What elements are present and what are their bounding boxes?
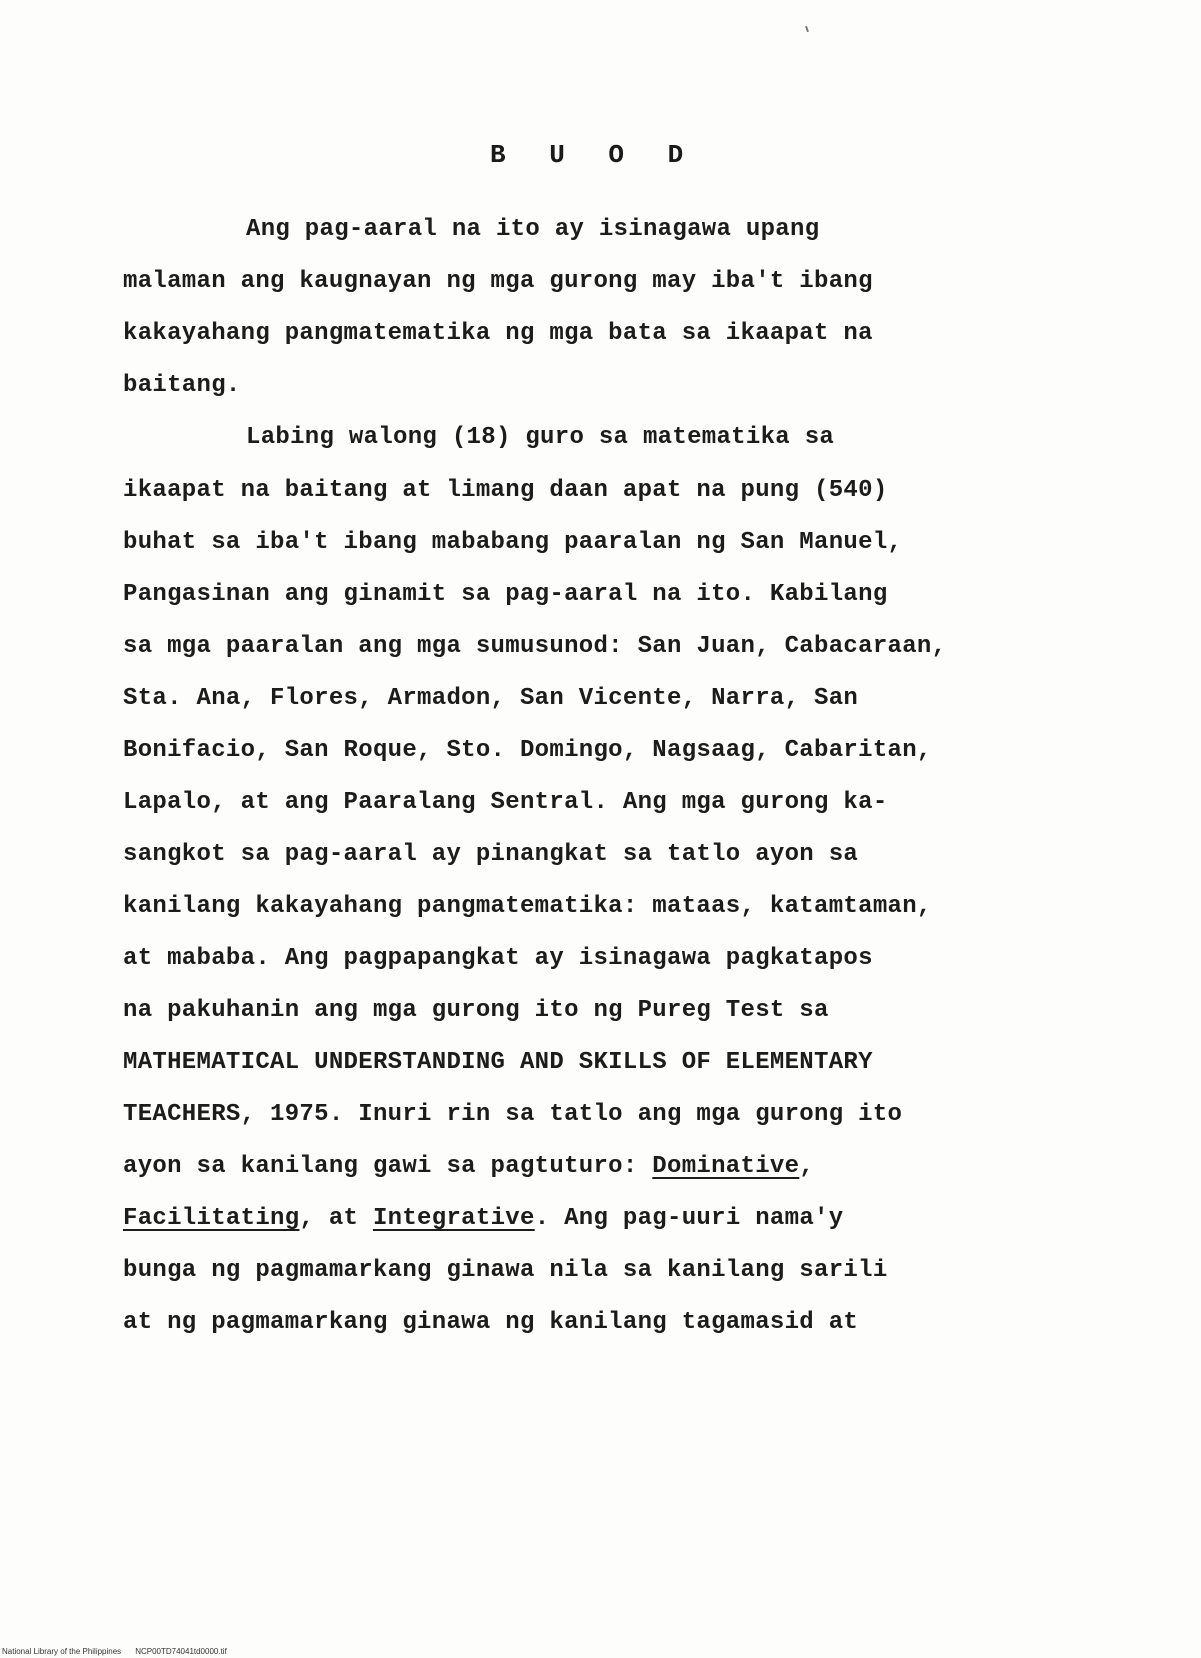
text-line-7: buhat sa iba't ibang mababang paaralan ng San Manuel, <box>123 529 903 556</box>
line-19-text: ayon sa kanilang gawi sa pagtuturo: <box>123 1153 653 1180</box>
text-line-16: na pakuhanin ang mga gurong ito ng Pureg Test sa <box>123 997 829 1024</box>
term-integrative: Integrative <box>372 1205 535 1232</box>
text-line-4: baitang. <box>123 372 241 399</box>
term-dominative: Dominative <box>652 1153 800 1180</box>
text-line-2: malaman ang kaugnayan ng mga gurong may iba't ibang <box>123 268 873 295</box>
text-line-6: ikaapat na baitang at limang daan apat na pung (540) <box>123 477 888 504</box>
line-19-punct: , <box>799 1153 815 1180</box>
text-line-18: TEACHERS, 1975. Inuri rin sa tatlo ang mga gurong ito <box>123 1101 903 1128</box>
text-line-9: sa mga paaralan ang mga sumusunod: San Juan, Cabacaraan, <box>123 633 947 660</box>
line-20-mid: , at <box>299 1205 373 1232</box>
text-line-11: Bonifacio, San Roque, Sto. Domingo, Nagsaag, Cabaritan, <box>123 737 932 764</box>
text-line-20 <box>123 1205 843 1232</box>
text-line-21: bunga ng pagmamarkang ginawa nila sa kanilang sarili <box>123 1257 888 1284</box>
text-line-5: Labing walong (18) guro sa matematika sa <box>246 424 835 451</box>
scan-footer <box>2 1647 302 1656</box>
text-line-3: kakayahang pangmatematika ng mga bata sa ikaapat na <box>123 320 873 347</box>
text-line-22: at ng pagmamarkang ginawa ng kanilang tagamasid at <box>123 1309 859 1336</box>
page-title: B U O D <box>490 140 698 170</box>
text-line-1: Ang pag-aaral na ito ay isinagawa upang <box>246 216 820 243</box>
text-line-13: sangkot sa pag-aaral ay pinangkat sa tatlo ayon sa <box>123 841 859 868</box>
text-line-15: at mababa. Ang pagpapangkat ay isinagawa pagkatapos <box>123 945 873 972</box>
scan-speck <box>805 26 809 32</box>
line-20-text: . Ang pag-uuri nama'y <box>534 1205 844 1232</box>
text-line-17: MATHEMATICAL UNDERSTANDING AND SKILLS OF ELEMENTARY <box>123 1049 873 1076</box>
text-line-14: kanilang kakayahang pangmatematika: mataas, katamtaman, <box>123 893 932 920</box>
footer-file-id: NCP00TD74041td0000.tif <box>135 1647 227 1656</box>
footer-library: National Library of the Philippines <box>2 1647 122 1656</box>
text-line-12: Lapalo, at ang Paaralang Sentral. Ang mga gurong ka- <box>123 789 888 816</box>
text-line-19 <box>123 1153 814 1180</box>
text-line-8: Pangasinan ang ginamit sa pag-aaral na ito. Kabilang <box>123 581 888 608</box>
term-facilitating: Facilitating <box>123 1205 300 1232</box>
text-line-10: Sta. Ana, Flores, Armadon, San Vicente, Narra, San <box>123 685 859 712</box>
